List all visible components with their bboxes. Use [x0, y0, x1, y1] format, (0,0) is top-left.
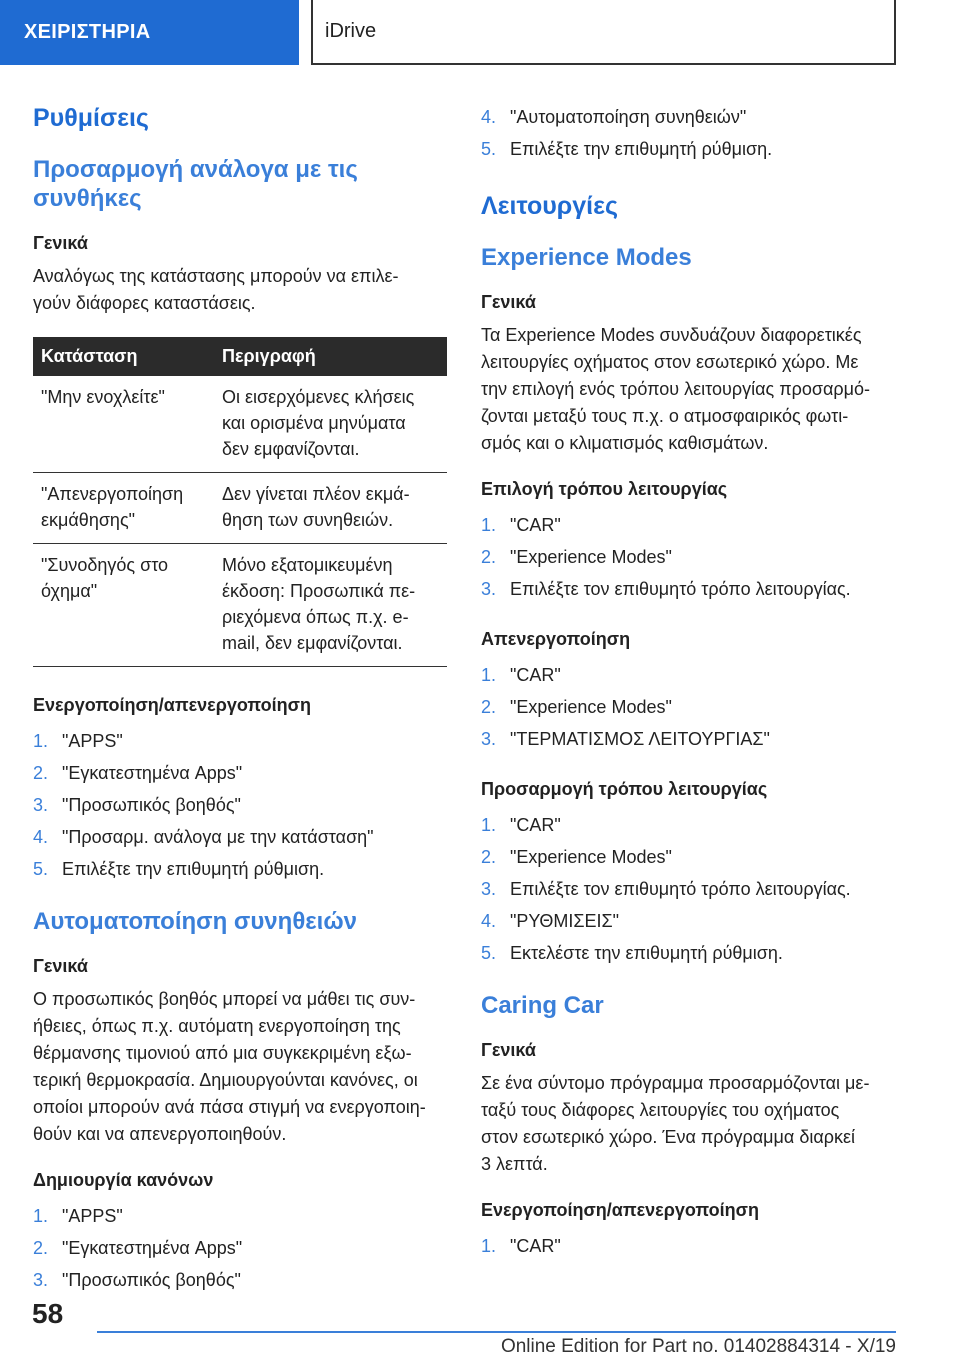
step-text: Επιλέξτε την επιθυμητή ρύθμιση. — [62, 859, 325, 879]
subheading-general: Γενικά — [481, 1040, 536, 1060]
step-text: "APPS" — [62, 731, 123, 751]
step-text: "ΤΕΡΜΑΤΙΣΜΟΣ ΛΕΙΤΟΥΡΓΙΑΣ" — [510, 729, 770, 749]
step-number: 5. — [33, 859, 49, 879]
list-item — [481, 659, 896, 691]
list-item — [481, 691, 896, 723]
footer-divider — [97, 1331, 896, 1333]
list-item — [481, 873, 896, 905]
step-number: 1. — [481, 815, 497, 835]
list-item — [481, 541, 896, 573]
step-number: 2. — [481, 547, 497, 567]
step-text: "CAR" — [510, 815, 561, 835]
list-item — [481, 509, 896, 541]
step-text: "Experience Modes" — [510, 547, 672, 567]
section-tab: ΧΕΙΡΙΣΤΗΡΙΑ — [0, 0, 299, 65]
heading-automation: Αυτοματοποίηση συνηθειών — [33, 908, 357, 935]
table-header-state: Κατάσταση — [33, 337, 214, 376]
list-item — [481, 1230, 896, 1262]
table-row — [33, 544, 447, 667]
list-item — [33, 725, 447, 757]
step-text: Εκτελέστε την επιθυμητή ρύθμιση. — [510, 943, 783, 963]
list-item — [481, 809, 896, 841]
step-number: 3. — [481, 579, 497, 599]
right-column — [481, 101, 896, 1284]
heading-caring-car: Caring Car — [481, 992, 604, 1019]
step-number: 4. — [481, 911, 497, 931]
subheading-general: Γενικά — [33, 956, 88, 976]
automation-steps-continued — [481, 101, 896, 165]
step-number: 1. — [481, 665, 497, 685]
paragraph-automation: Ο προσωπικός βοηθός μπορεί να μάθει τις συν- ήθειες, όπως π.χ. αυτόματη ενεργοποίηση της θέρμανσης τιμονιού από μια συγκεκριμένη εξω- τερική θερμοκρασία. Δημιουργούνται κανόνες, οι οποίοι μπορούν ανά πάσα στιγμή να ενεργοποιη- θούν και να απενεργοποιηθούν. — [33, 989, 426, 1144]
table-cell: "Συνοδηγός στο όχημα" — [33, 544, 214, 667]
rules-steps — [33, 1200, 447, 1296]
list-item — [481, 905, 896, 937]
step-number: 2. — [481, 847, 497, 867]
step-text: "CAR" — [510, 1236, 561, 1256]
step-text: "Εγκατεστημένα Apps" — [62, 1238, 243, 1258]
step-number: 4. — [33, 827, 49, 847]
page-number: 58 — [32, 1298, 64, 1329]
modes-table — [33, 337, 447, 667]
list-item — [33, 757, 447, 789]
heading-functions: Λειτουργίες — [481, 192, 618, 220]
paragraph-caring-car: Σε ένα σύντομο πρόγραμμα προσαρμόζονται με- ταξύ τους διάφορες λειτουργίες του οχήματος στον εσωτερικό χώρο. Ένα πρόγραμμα διαρκεί 3 λεπτά. — [481, 1073, 870, 1174]
step-text: Επιλέξτε την επιθυμητή ρύθμιση. — [510, 139, 773, 159]
step-text: "Experience Modes" — [510, 697, 672, 717]
subheading-adapt-mode: Προσαρμογή τρόπου λειτουργίας — [481, 779, 768, 799]
step-text: "Προσωπικός βοηθός" — [62, 795, 241, 815]
step-number: 5. — [481, 943, 497, 963]
table-cell: Οι εισερχόμενες κλήσεις και ορισμένα μηνύματα δεν εμφανίζονται. — [214, 376, 447, 473]
list-item — [33, 853, 447, 885]
step-number: 3. — [33, 1270, 49, 1290]
list-item — [481, 723, 896, 755]
caring-activation-steps — [481, 1230, 896, 1262]
select-steps — [481, 509, 896, 605]
list-item — [33, 789, 447, 821]
subheading-caring-activation: Ενεργοποίηση/απενεργοποίηση — [481, 1200, 759, 1220]
list-item — [481, 937, 896, 969]
step-text: "Αυτοματοποίηση συνηθειών" — [510, 107, 747, 127]
table-row — [33, 376, 447, 473]
list-item — [33, 1200, 447, 1232]
step-number: 3. — [33, 795, 49, 815]
list-item — [33, 821, 447, 853]
left-column — [33, 95, 447, 1318]
subheading-select-mode: Επιλογή τρόπου λειτουργίας — [481, 479, 728, 499]
step-text: "Εγκατεστημένα Apps" — [62, 763, 243, 783]
step-number: 2. — [33, 763, 49, 783]
table-header-description: Περιγραφή — [214, 337, 447, 376]
deactivation-steps — [481, 659, 896, 755]
chapter-title: iDrive — [311, 0, 896, 65]
list-item — [481, 841, 896, 873]
step-number: 1. — [33, 1206, 49, 1226]
step-text: "ΡΥΘΜΙΣΕΙΣ" — [510, 911, 620, 931]
step-number: 3. — [481, 879, 497, 899]
list-item — [481, 101, 896, 133]
list-item — [33, 1232, 447, 1264]
subheading-activation: Ενεργοποίηση/απενεργοποίηση — [33, 695, 311, 715]
table-cell: Δεν γίνεται πλέον εκμά- θηση των συνηθειών. — [214, 473, 447, 544]
paragraph-general: Αναλόγως της κατάστασης μπορούν να επιλε- γούν διάφορες καταστάσεις. — [33, 266, 399, 313]
table-cell: Μόνο εξατομικευμένη έκδοση: Προσωπικά πε- ριεχόμενα όπως π.χ. e- mail, δεν εμφανίζονται. — [214, 544, 447, 667]
step-number: 1. — [33, 731, 49, 751]
subheading-general: Γενικά — [33, 233, 88, 253]
subheading-deactivation: Απενεργοποίηση — [481, 629, 631, 649]
step-text: "APPS" — [62, 1206, 123, 1226]
paragraph-experience-modes: Τα Experience Modes συνδυάζουν διαφορετικές λειτουργίες οχήματος στον εσωτερικό χώρο. Με την επιλογή ενός τρόπου λειτουργίας προσαρμό- ζονται μεταξύ τους π.χ. ο ατμοσφαιρικός φωτι- σμός και ο κλιματισμός καθισμάτων. — [481, 325, 871, 453]
step-number: 4. — [481, 107, 497, 127]
step-text: "Experience Modes" — [510, 847, 672, 867]
heading-adapt-conditions: Προσαρμογή ανάλογα με τις συνθήκες — [33, 156, 358, 212]
subheading-general: Γενικά — [481, 292, 536, 312]
step-text: "Προσωπικός βοηθός" — [62, 1270, 241, 1290]
list-item — [481, 133, 896, 165]
step-number: 2. — [481, 697, 497, 717]
table-cell: "Απενεργοποίηση εκμάθησης" — [33, 473, 214, 544]
adapt-steps — [481, 809, 896, 969]
heading-experience-modes: Experience Modes — [481, 244, 692, 271]
subheading-create-rules: Δημιουργία κανόνων — [33, 1170, 214, 1190]
step-text: Επιλέξτε τον επιθυμητό τρόπο λειτουργίας. — [510, 579, 851, 599]
step-text: "CAR" — [510, 665, 561, 685]
list-item — [33, 1264, 447, 1296]
step-number: 1. — [481, 1236, 497, 1256]
step-number: 1. — [481, 515, 497, 535]
step-text: "Προσαρμ. ανάλογα με την κατάσταση" — [62, 827, 374, 847]
step-number: 5. — [481, 139, 497, 159]
footer-edition: Online Edition for Part no. 01402884314 - X/19 — [500, 1336, 896, 1357]
activation-steps — [33, 725, 447, 885]
step-number: 3. — [481, 729, 497, 749]
table-cell: "Μην ενοχλείτε" — [33, 376, 214, 473]
step-text: "CAR" — [510, 515, 561, 535]
step-text: Επιλέξτε τον επιθυμητό τρόπο λειτουργίας. — [510, 879, 851, 899]
heading-settings: Ρυθμίσεις — [33, 104, 149, 132]
list-item — [481, 573, 896, 605]
step-number: 2. — [33, 1238, 49, 1258]
table-row — [33, 473, 447, 544]
